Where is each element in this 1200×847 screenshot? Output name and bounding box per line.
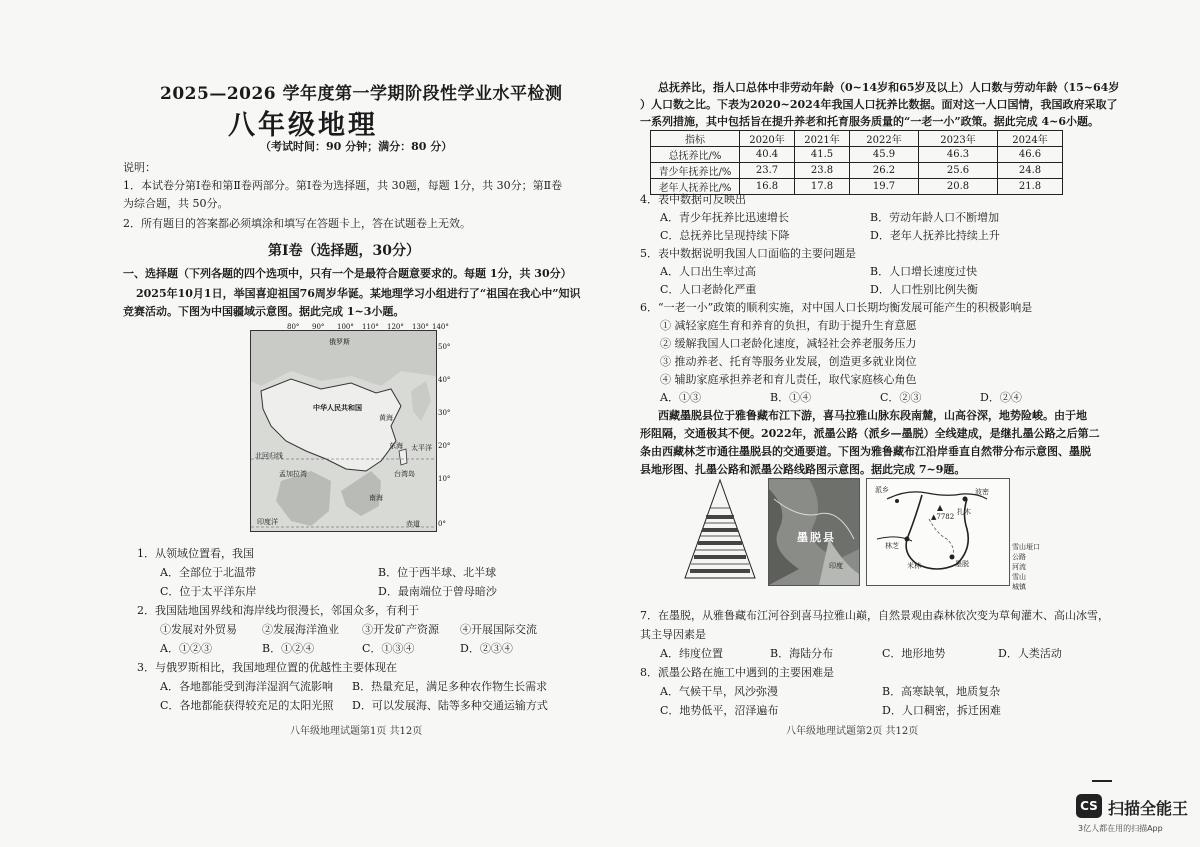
q2-item-2: ②发展海洋渔业 <box>262 623 339 636</box>
q3-option-a[interactable]: A．各地都能受到海洋湿润气流影响 <box>160 680 333 693</box>
q6-item-1: ① 减轻家庭生育和养育的负担，有助于提升生育意愿 <box>660 319 917 332</box>
q2-option-a[interactable]: A．①②③ <box>160 642 212 655</box>
peak-elevation: ▲7782 <box>931 513 955 521</box>
q2-option-b[interactable]: B．①②④ <box>262 642 315 655</box>
q7-option-c[interactable]: C．地形地势 <box>882 647 946 660</box>
table-cell: 45.9 <box>850 147 919 163</box>
place-bomi: 波密 <box>975 488 989 496</box>
place-milin: 米林 <box>907 562 921 570</box>
table-cell: 青少年抚养比/% <box>651 163 740 179</box>
section-title: 第Ⅰ卷（选择题，30分） <box>268 243 421 259</box>
map-label-mo: 墨 <box>797 531 808 544</box>
q4-option-a[interactable]: A．青少年抚养比迅速增长 <box>660 211 789 224</box>
label-east-sea: 东海 <box>389 442 403 450</box>
map-drawing <box>251 331 436 531</box>
table-row <box>651 147 1063 163</box>
scanner-brand: 扫描全能王 <box>1108 799 1189 818</box>
legend-item: 雪山垭口 <box>1012 543 1040 551</box>
q1-stem: 1．从领域位置看，我国 <box>137 547 254 560</box>
q7-stem: 7．在墨脱，从雅鲁藏布江河谷到喜马拉雅山巅，自然景观由森林依次变为草甸灌木、高山冰雪， <box>640 609 1109 622</box>
table-header: 2024年 <box>998 131 1063 147</box>
scanner-tagline: 3亿人都在用的扫描App <box>1078 824 1163 833</box>
label-indian-ocean: 印度洋 <box>257 518 278 526</box>
table-header: 指标 <box>651 131 740 147</box>
road-route-map <box>866 478 1010 586</box>
q5-option-d[interactable]: D．人口性别比例失衡 <box>870 283 978 296</box>
q1-option-a[interactable]: A．全部位于北温带 <box>160 566 256 579</box>
medog-terrain-map <box>768 478 860 586</box>
table-cell: 19.7 <box>850 179 919 195</box>
place-medog: 墨脱 <box>955 560 969 568</box>
q2-stem: 2．我国陆地国界线和海岸线均很漫长，邻国众多，有利于 <box>137 604 419 617</box>
q8-option-a[interactable]: A．气候干旱，风沙弥漫 <box>660 685 778 698</box>
label-russia: 俄罗斯 <box>329 338 350 346</box>
q1-option-b[interactable]: B．位于西半球、北半球 <box>378 566 497 579</box>
lon-tick: 80° <box>287 323 300 331</box>
exam-page-2 <box>600 0 1200 847</box>
table-cell: 41.5 <box>795 147 850 163</box>
lat-tick: 10° <box>438 475 451 483</box>
q8-stem: 8．派墨公路在施工中遇到的主要困难是 <box>640 666 834 679</box>
q4-option-c[interactable]: C．总抚养比呈现持续下降 <box>660 229 790 242</box>
table-cell: 老年人抚养比/% <box>651 179 740 195</box>
table-row <box>651 163 1063 179</box>
note-1-cont: 为综合题，共 50分。 <box>123 197 229 210</box>
notes-heading: 说明： <box>123 161 156 174</box>
intro-line-3: 一系列措施，其中包括旨在提升养老和托育服务质量的“一老一小”政策。据此完成 4~6小题。 <box>640 115 1100 128</box>
table-header-row <box>651 131 1063 147</box>
passage-line-1: 西藏墨脱县位于雅鲁藏布江下游，喜马拉雅山脉东段南麓，山高谷深，地势险峻。由于地 <box>658 409 1087 422</box>
legend-item: 城镇 <box>1012 583 1026 591</box>
lat-tick: 20° <box>438 442 451 450</box>
q7-option-b[interactable]: B．海陆分布 <box>770 647 834 660</box>
label-taiwan: 台湾岛 <box>394 470 415 478</box>
route-legend <box>1012 542 1040 592</box>
lat-tick: 30° <box>438 409 451 417</box>
place-zhamu: 扎木 <box>957 508 971 516</box>
exam-title: 2025—2026 学年度第一学期阶段性学业水平检测 <box>160 84 563 104</box>
table-header: 2023年 <box>919 131 998 147</box>
q6-item-4: ④ 辅助家庭承担养老和育儿责任，取代家庭核心角色 <box>660 373 917 386</box>
q6-item-2: ② 缓解我国人口老龄化速度，减轻社会养老服务压力 <box>660 337 917 350</box>
intro-line-1: 2025年10月1日，举国喜迎祖国76周岁华诞。某地理学习小组进行了“祖国在我心中”知识 <box>136 287 581 300</box>
q6-stem: 6．“一老一小”政策的顺利实施，对中国人口长期均衡发展可能产生的积极影响是 <box>640 301 1033 314</box>
q2-item-3: ③开发矿产资源 <box>362 623 439 636</box>
intro-line-2: 竞赛活动。下图为中国疆域示意图。据此完成 1~3小题。 <box>123 305 405 318</box>
q8-option-c[interactable]: C．地势低平，沼泽遍布 <box>660 704 779 717</box>
table-cell: 23.7 <box>740 163 795 179</box>
q6-option-b[interactable]: B．①④ <box>770 391 812 404</box>
lat-tick: 0° <box>438 520 446 528</box>
table-cell: 26.2 <box>850 163 919 179</box>
q2-item-4: ④开展国际交流 <box>460 623 537 636</box>
lon-tick: 120° <box>387 323 404 331</box>
label-equator: 赤道 <box>406 520 420 528</box>
table-cell: 16.8 <box>740 179 795 195</box>
legend-item: 河流 <box>1012 563 1026 571</box>
page-footer: 八年级地理试题第2页 共12页 <box>786 726 919 737</box>
table-header: 2020年 <box>740 131 795 147</box>
label-pacific: 太平洋 <box>411 444 432 452</box>
q4-option-d[interactable]: D．老年人抚养比持续上升 <box>870 229 1000 242</box>
q2-option-d[interactable]: D．②③④ <box>460 642 513 655</box>
label-bay-of-bengal: 孟加拉湾 <box>279 470 307 478</box>
map-label-tuo: 脱 <box>810 531 821 544</box>
q2-option-c[interactable]: C．①③④ <box>362 642 415 655</box>
q1-option-c[interactable]: C．位于太平洋东岸 <box>160 585 257 598</box>
table-cell: 24.8 <box>998 163 1063 179</box>
label-tropic: 北回归线 <box>255 452 283 460</box>
q3-option-b[interactable]: B．热量充足，满足多种农作物生长需求 <box>352 680 548 693</box>
scanner-logo-icon: CS <box>1076 794 1102 818</box>
map-label-xian: 县 <box>823 531 834 544</box>
q8-option-d[interactable]: D．人口稠密，拆迁困难 <box>882 704 1001 717</box>
table-cell: 40.4 <box>740 147 795 163</box>
q3-option-d[interactable]: D．可以发展海、陆等多种交通运输方式 <box>352 699 548 712</box>
q6-option-a[interactable]: A．①③ <box>660 391 701 404</box>
lon-tick: 110° <box>362 323 379 331</box>
dependency-ratio-table <box>650 130 1063 195</box>
intro-line-2: ）人口数之比。下表为2020~2024年我国人口抚养比数据。面对这一人口国情，我国政府采取了 <box>640 98 1118 111</box>
label-china: 中华人民共和国 <box>313 403 362 412</box>
pyramid-drawing <box>680 478 760 588</box>
table-cell: 总抚养比/% <box>651 147 740 163</box>
q8-option-b[interactable]: B．高寒缺氧，地质复杂 <box>882 685 1001 698</box>
table-cell: 20.8 <box>919 179 998 195</box>
q7-stem-cont: 其主导因素是 <box>640 628 706 641</box>
china-territory-map <box>250 330 437 532</box>
map-label-india: 印度 <box>829 562 843 570</box>
passage-line-3: 条由西藏林芝市通往墨脱县的交通要道。下图为雅鲁藏布江沿岸垂直自然带分布示意图、墨脱 <box>640 445 1091 458</box>
q4-stem: 4．表中数据可反映出 <box>640 193 746 206</box>
q6-option-c[interactable]: C．②③ <box>880 391 922 404</box>
lat-tick: 50° <box>438 343 451 351</box>
lon-tick: 100° <box>337 323 354 331</box>
page-footer: 八年级地理试题第1页 共12页 <box>290 726 423 737</box>
q3-option-c[interactable]: C．各地都能获得较充足的太阳光照 <box>160 699 334 712</box>
place-linzhi: 林芝 <box>885 542 899 550</box>
legend-item: 公路 <box>1012 553 1026 561</box>
lon-tick: 130° <box>412 323 429 331</box>
table-cell: 21.8 <box>998 179 1063 195</box>
instructions: 一、选择题（下列各题的四个选项中，只有一个是最符合题意要求的。每题 1分，共 30分） <box>123 267 572 280</box>
q7-option-d[interactable]: D．人类活动 <box>998 647 1062 660</box>
table-cell: 17.8 <box>795 179 850 195</box>
q5-stem: 5．表中数据说明我国人口面临的主要问题是 <box>640 247 856 260</box>
divider-mark <box>1092 780 1112 782</box>
q2-item-1: ①发展对外贸易 <box>160 623 237 636</box>
table-cell: 46.3 <box>919 147 998 163</box>
note-2: 2．所有题目的答案都必须填涂和填写在答题卡上，答在试题卷上无效。 <box>123 217 471 230</box>
lon-tick: 140° <box>432 323 449 331</box>
q6-item-3: ③ 推动养老、托育等服务业发展，创造更多就业岗位 <box>660 355 917 368</box>
label-yellow-sea: 黄海 <box>379 414 393 422</box>
table-cell: 23.8 <box>795 163 850 179</box>
exam-info: （考试时间：90 分钟；满分：80 分） <box>260 140 453 153</box>
q3-stem: 3．与俄罗斯相比，我国地理位置的优越性主要体现在 <box>137 661 397 674</box>
intro-line-1: 总抚养比，指人口总体中非劳动年龄（0~14岁和65岁及以上）人口数与劳动年龄（15~64岁 <box>658 81 1120 94</box>
place-paixiang: 派乡 <box>875 486 889 494</box>
subject-title: 八年级地理 <box>228 110 378 141</box>
vertical-zone-diagram <box>680 478 760 588</box>
label-south-sea: 南海 <box>369 494 383 502</box>
q5-option-b[interactable]: B．人口增长速度过快 <box>870 265 978 278</box>
table-header: 2022年 <box>850 131 919 147</box>
table-cell: 25.6 <box>919 163 998 179</box>
passage-line-2: 形阻隔，交通极其不便。2022年，派墨公路（派乡—墨脱）全线建成，是继扎墨公路之后第二 <box>640 427 1100 440</box>
q7-option-a[interactable]: A．纬度位置 <box>660 647 723 660</box>
q5-option-c[interactable]: C．人口老龄化严重 <box>660 283 757 296</box>
table-cell: 46.6 <box>998 147 1063 163</box>
note-1: 1．本试卷分第Ⅰ卷和第Ⅱ卷两部分。第Ⅰ卷为选择题，共 30题，每题 1分，共 30分；第Ⅱ卷 <box>123 179 563 192</box>
q6-option-d[interactable]: D．②④ <box>980 391 1022 404</box>
lat-tick: 40° <box>438 376 451 384</box>
q4-option-b[interactable]: B．劳动年龄人口不断增加 <box>870 211 1000 224</box>
q5-option-a[interactable]: A．人口出生率过高 <box>660 265 756 278</box>
passage-line-4: 县地形图、扎墨公路和派墨公路线路图示意图。据此完成 7~9题。 <box>640 463 966 476</box>
q1-option-d[interactable]: D．最南端位于曾母暗沙 <box>378 585 497 598</box>
table-header: 2021年 <box>795 131 850 147</box>
lon-tick: 90° <box>312 323 325 331</box>
legend-item: 雪山 <box>1012 573 1026 581</box>
